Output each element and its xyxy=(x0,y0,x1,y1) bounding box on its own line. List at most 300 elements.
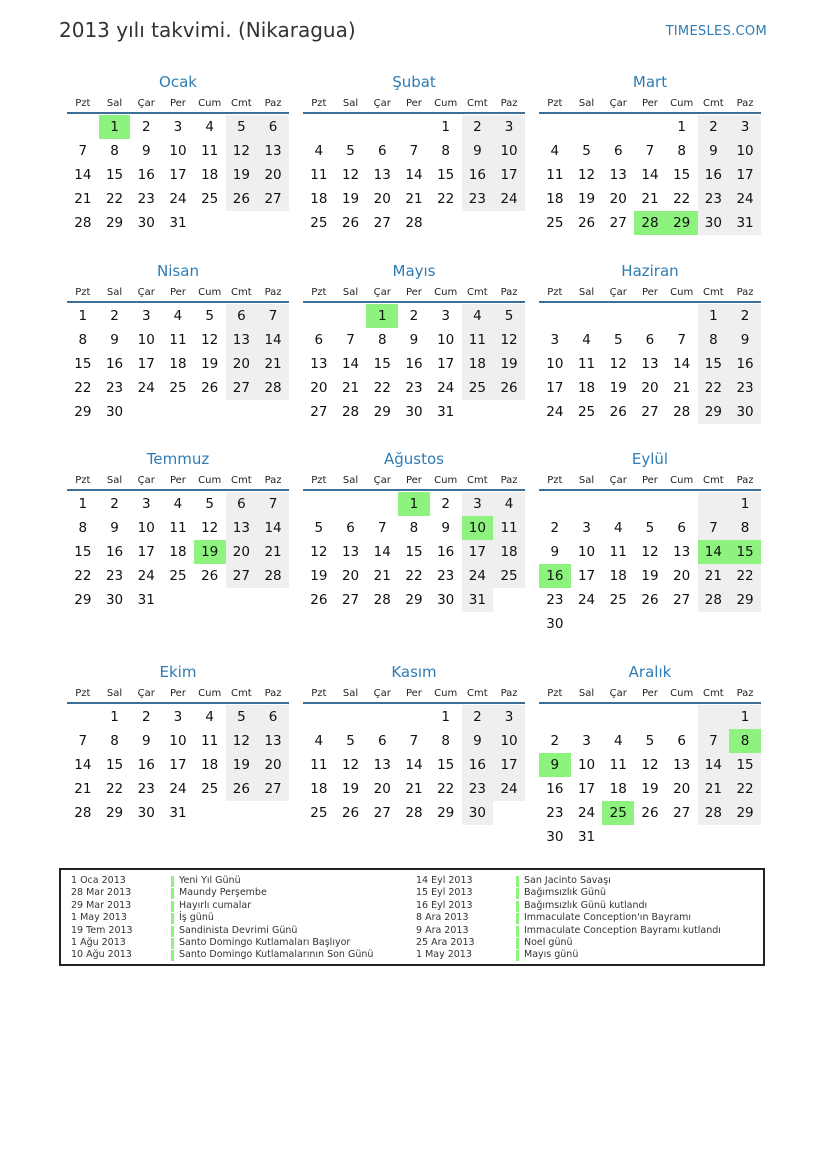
day-cell[interactable]: 10 xyxy=(729,139,761,163)
day-cell[interactable]: 10 xyxy=(169,733,187,749)
day-cell[interactable]: 5 xyxy=(613,332,623,348)
day-cell[interactable]: 15 xyxy=(698,352,730,376)
day-cell[interactable]: 21 xyxy=(698,777,730,801)
day-cell[interactable]: 13 xyxy=(673,544,691,560)
day-cell[interactable]: 11 xyxy=(577,356,596,372)
day-cell[interactable]: 15 xyxy=(437,757,455,773)
day-cell[interactable]: 13 xyxy=(257,729,289,753)
day-cell[interactable]: 9 xyxy=(729,328,761,352)
day-cell[interactable]: 9 xyxy=(462,729,494,753)
day-cell[interactable]: 23 xyxy=(462,187,494,211)
day-cell[interactable]: 7 xyxy=(257,304,289,328)
day-cell[interactable]: 6 xyxy=(257,705,289,729)
day-cell[interactable]: 8 xyxy=(441,143,450,159)
day-cell[interactable]: 16 xyxy=(698,163,730,187)
day-cell[interactable]: 12 xyxy=(226,139,258,163)
day-cell[interactable]: 3 xyxy=(582,733,591,749)
day-cell[interactable]: 10 xyxy=(169,143,187,159)
day-cell[interactable]: 18 xyxy=(310,191,328,207)
day-cell[interactable]: 22 xyxy=(74,380,92,396)
day-cell[interactable]: 27 xyxy=(641,404,659,420)
day-cell[interactable]: 9 xyxy=(110,520,119,536)
day-cell[interactable]: 23 xyxy=(437,568,455,584)
day-cell[interactable]: 13 xyxy=(310,356,328,372)
day-cell[interactable]: 25 xyxy=(609,592,627,608)
day-cell[interactable]: 17 xyxy=(577,568,596,584)
day-cell[interactable]: 4 xyxy=(314,143,324,159)
day-cell[interactable]: 21 xyxy=(405,781,423,797)
day-cell[interactable]: 6 xyxy=(613,143,623,159)
day-cell[interactable]: 22 xyxy=(698,376,730,400)
day-cell[interactable]: 13 xyxy=(257,139,289,163)
day-cell[interactable]: 23 xyxy=(729,376,761,400)
day-cell[interactable]: 24 xyxy=(493,187,525,211)
day-cell[interactable]: 30 xyxy=(437,592,455,608)
day-cell[interactable]: 3 xyxy=(550,332,560,348)
day-cell[interactable]: 20 xyxy=(673,781,691,797)
day-cell[interactable]: 7 xyxy=(409,733,419,749)
day-cell[interactable]: 18 xyxy=(201,167,219,183)
day-cell[interactable]: 8 xyxy=(78,520,88,536)
day-cell[interactable]: 2 xyxy=(141,119,151,135)
day-cell[interactable]: 6 xyxy=(257,115,289,139)
day-cell[interactable]: 7 xyxy=(698,516,730,540)
day-cell[interactable]: 25 xyxy=(310,805,328,821)
day-cell[interactable]: 28 xyxy=(74,805,92,821)
day-cell[interactable]: 17 xyxy=(169,167,187,183)
day-cell[interactable]: 24 xyxy=(137,568,155,584)
day-cell[interactable]: 25 xyxy=(169,380,187,396)
day-cell[interactable]: 11 xyxy=(201,143,219,159)
day-cell[interactable]: 19 xyxy=(577,191,596,207)
day-cell[interactable]: 28 xyxy=(405,215,423,231)
day-cell[interactable]: 30 xyxy=(137,805,155,821)
day-cell[interactable]: 5 xyxy=(582,143,591,159)
day-cell[interactable]: 15 xyxy=(437,167,455,183)
day-cell[interactable]: 30 xyxy=(546,829,564,845)
day-cell[interactable]: 13 xyxy=(609,167,627,183)
day-cell[interactable]: 29 xyxy=(373,404,391,420)
day-cell[interactable]: 15 xyxy=(74,356,92,372)
day-cell[interactable]: 3 xyxy=(493,115,525,139)
day-cell[interactable]: 27 xyxy=(226,376,258,400)
day-cell[interactable]: 4 xyxy=(173,496,183,512)
day-cell[interactable]: 28 xyxy=(341,404,360,420)
day-cell[interactable]: 10 xyxy=(577,757,596,773)
day-cell[interactable]: 1 xyxy=(729,705,761,729)
day-cell[interactable]: 25 xyxy=(577,404,596,420)
day-cell[interactable]: 23 xyxy=(405,380,423,396)
day-cell[interactable]: 22 xyxy=(729,564,761,588)
day-cell[interactable]: 5 xyxy=(205,308,214,324)
day-cell[interactable]: 14 xyxy=(673,356,691,372)
day-cell[interactable]: 12 xyxy=(201,520,219,536)
day-cell[interactable]: 23 xyxy=(698,187,730,211)
day-cell[interactable]: 11 xyxy=(546,167,564,183)
day-cell[interactable]: 20 xyxy=(373,191,391,207)
day-cell[interactable]: 31 xyxy=(729,211,761,235)
day-cell[interactable]: 20 xyxy=(257,753,289,777)
day-cell[interactable]: 4 xyxy=(173,308,183,324)
day-cell[interactable]: 12 xyxy=(641,757,659,773)
day-cell[interactable]: 22 xyxy=(437,781,455,797)
day-cell[interactable]: 9 xyxy=(462,139,494,163)
day-cell[interactable]: 10 xyxy=(577,544,596,560)
day-cell[interactable]: 17 xyxy=(437,356,455,372)
day-cell[interactable]: 28 xyxy=(257,376,289,400)
day-cell[interactable]: 16 xyxy=(462,753,494,777)
day-cell[interactable]: 10 xyxy=(493,139,525,163)
day-cell[interactable]: 29 xyxy=(405,592,423,608)
day-cell[interactable]: 16 xyxy=(546,781,564,797)
day-cell[interactable]: 25 xyxy=(602,801,634,825)
day-cell[interactable]: 26 xyxy=(226,187,258,211)
day-cell[interactable]: 4 xyxy=(205,709,214,725)
day-cell[interactable]: 3 xyxy=(729,115,761,139)
day-cell[interactable]: 13 xyxy=(373,757,391,773)
day-cell[interactable]: 17 xyxy=(546,380,564,396)
day-cell[interactable]: 4 xyxy=(462,304,494,328)
day-cell[interactable]: 10 xyxy=(437,332,455,348)
day-cell[interactable]: 8 xyxy=(110,733,119,749)
day-cell[interactable]: 20 xyxy=(341,568,360,584)
day-cell[interactable]: 6 xyxy=(677,520,686,536)
day-cell[interactable]: 10 xyxy=(493,729,525,753)
day-cell[interactable]: 11 xyxy=(310,757,328,773)
day-cell[interactable]: 24 xyxy=(577,592,596,608)
day-cell[interactable]: 24 xyxy=(169,191,187,207)
day-cell[interactable]: 9 xyxy=(409,332,419,348)
day-cell[interactable]: 5 xyxy=(314,520,324,536)
day-cell[interactable]: 16 xyxy=(405,356,423,372)
day-cell[interactable]: 5 xyxy=(205,496,214,512)
day-cell[interactable]: 14 xyxy=(341,356,360,372)
day-cell[interactable]: 28 xyxy=(405,805,423,821)
day-cell[interactable]: 3 xyxy=(141,496,151,512)
day-cell[interactable]: 2 xyxy=(409,308,419,324)
day-cell[interactable]: 11 xyxy=(493,516,525,540)
day-cell[interactable]: 9 xyxy=(141,143,151,159)
day-cell[interactable]: 1 xyxy=(441,709,450,725)
day-cell[interactable]: 29 xyxy=(729,801,761,825)
day-cell[interactable]: 5 xyxy=(346,143,355,159)
day-cell[interactable]: 14 xyxy=(257,516,289,540)
day-cell[interactable]: 24 xyxy=(546,404,564,420)
day-cell[interactable]: 17 xyxy=(577,781,596,797)
day-cell[interactable]: 31 xyxy=(577,829,596,845)
day-cell[interactable]: 15 xyxy=(373,356,391,372)
day-cell[interactable]: 28 xyxy=(698,588,730,612)
day-cell[interactable]: 5 xyxy=(226,115,258,139)
day-cell[interactable]: 2 xyxy=(550,733,560,749)
day-cell[interactable]: 3 xyxy=(173,709,183,725)
day-cell[interactable]: 8 xyxy=(677,143,686,159)
day-cell[interactable]: 5 xyxy=(645,733,655,749)
day-cell[interactable]: 5 xyxy=(346,733,355,749)
day-cell[interactable]: 3 xyxy=(582,520,591,536)
day-cell[interactable]: 12 xyxy=(341,757,360,773)
day-cell[interactable]: 2 xyxy=(441,496,450,512)
day-cell[interactable]: 20 xyxy=(609,191,627,207)
day-cell[interactable]: 24 xyxy=(462,564,494,588)
day-cell[interactable]: 18 xyxy=(169,356,187,372)
day-cell[interactable]: 7 xyxy=(78,143,88,159)
day-cell[interactable]: 15 xyxy=(729,753,761,777)
day-cell[interactable]: 24 xyxy=(437,380,455,396)
day-cell[interactable]: 23 xyxy=(137,191,155,207)
day-cell[interactable]: 15 xyxy=(105,167,124,183)
day-cell[interactable]: 19 xyxy=(493,352,525,376)
day-cell[interactable]: 21 xyxy=(405,191,423,207)
day-cell[interactable]: 26 xyxy=(201,380,219,396)
day-cell[interactable]: 9 xyxy=(141,733,151,749)
day-cell[interactable]: 27 xyxy=(226,564,258,588)
day-cell[interactable]: 29 xyxy=(105,215,124,231)
day-cell[interactable]: 16 xyxy=(137,757,155,773)
day-cell[interactable]: 24 xyxy=(729,187,761,211)
day-cell[interactable]: 30 xyxy=(698,211,730,235)
day-cell[interactable]: 17 xyxy=(493,753,525,777)
day-cell[interactable]: 29 xyxy=(666,211,698,235)
day-cell[interactable]: 7 xyxy=(645,143,655,159)
day-cell[interactable]: 11 xyxy=(201,733,219,749)
day-cell[interactable]: 7 xyxy=(257,492,289,516)
day-cell[interactable]: 17 xyxy=(137,356,155,372)
day-cell[interactable]: 14 xyxy=(641,167,659,183)
day-cell[interactable]: 30 xyxy=(105,404,124,420)
day-cell[interactable]: 11 xyxy=(609,757,627,773)
day-cell[interactable]: 31 xyxy=(169,215,187,231)
day-cell[interactable]: 26 xyxy=(641,805,659,821)
day-cell[interactable]: 19 xyxy=(194,540,226,564)
day-cell[interactable]: 6 xyxy=(677,733,686,749)
day-cell[interactable]: 2 xyxy=(141,709,151,725)
day-cell[interactable]: 1 xyxy=(677,119,686,135)
day-cell[interactable]: 3 xyxy=(141,308,151,324)
day-cell[interactable]: 14 xyxy=(257,328,289,352)
day-cell[interactable]: 31 xyxy=(137,592,155,608)
day-cell[interactable]: 8 xyxy=(409,520,419,536)
day-cell[interactable]: 8 xyxy=(78,332,88,348)
day-cell[interactable]: 13 xyxy=(226,516,258,540)
day-cell[interactable]: 26 xyxy=(493,376,525,400)
day-cell[interactable]: 11 xyxy=(169,520,187,536)
day-cell[interactable]: 16 xyxy=(105,544,124,560)
day-cell[interactable]: 14 xyxy=(698,540,730,564)
day-cell[interactable]: 26 xyxy=(201,568,219,584)
day-cell[interactable]: 22 xyxy=(673,191,691,207)
day-cell[interactable]: 26 xyxy=(641,592,659,608)
day-cell[interactable]: 2 xyxy=(729,304,761,328)
day-cell[interactable]: 7 xyxy=(409,143,419,159)
day-cell[interactable]: 25 xyxy=(169,568,187,584)
day-cell[interactable]: 10 xyxy=(462,516,494,540)
day-cell[interactable]: 1 xyxy=(698,304,730,328)
day-cell[interactable]: 6 xyxy=(645,332,655,348)
day-cell[interactable]: 27 xyxy=(341,592,360,608)
day-cell[interactable]: 3 xyxy=(173,119,183,135)
day-cell[interactable]: 1 xyxy=(110,709,119,725)
day-cell[interactable]: 27 xyxy=(673,805,691,821)
day-cell[interactable]: 14 xyxy=(405,757,423,773)
day-cell[interactable]: 20 xyxy=(310,380,328,396)
day-cell[interactable]: 29 xyxy=(105,805,124,821)
day-cell[interactable]: 28 xyxy=(698,801,730,825)
day-cell[interactable]: 9 xyxy=(539,753,571,777)
day-cell[interactable]: 8 xyxy=(729,729,761,753)
day-cell[interactable]: 13 xyxy=(373,167,391,183)
day-cell[interactable]: 6 xyxy=(377,143,387,159)
day-cell[interactable]: 25 xyxy=(201,781,219,797)
day-cell[interactable]: 25 xyxy=(546,215,564,231)
day-cell[interactable]: 24 xyxy=(577,805,596,821)
day-cell[interactable]: 20 xyxy=(257,163,289,187)
day-cell[interactable]: 4 xyxy=(582,332,591,348)
day-cell[interactable]: 18 xyxy=(609,781,627,797)
day-cell[interactable]: 11 xyxy=(310,167,328,183)
day-cell[interactable]: 20 xyxy=(226,352,258,376)
day-cell[interactable]: 16 xyxy=(729,352,761,376)
day-cell[interactable]: 2 xyxy=(550,520,560,536)
day-cell[interactable]: 18 xyxy=(310,781,328,797)
day-cell[interactable]: 16 xyxy=(462,163,494,187)
day-cell[interactable]: 22 xyxy=(437,191,455,207)
day-cell[interactable]: 27 xyxy=(609,215,627,231)
day-cell[interactable]: 22 xyxy=(105,781,124,797)
day-cell[interactable]: 4 xyxy=(613,733,623,749)
day-cell[interactable]: 9 xyxy=(441,520,450,536)
day-cell[interactable]: 8 xyxy=(729,516,761,540)
day-cell[interactable]: 20 xyxy=(373,781,391,797)
day-cell[interactable]: 22 xyxy=(105,191,124,207)
day-cell[interactable]: 5 xyxy=(645,520,655,536)
day-cell[interactable]: 25 xyxy=(201,191,219,207)
day-cell[interactable]: 18 xyxy=(577,380,596,396)
day-cell[interactable]: 11 xyxy=(609,544,627,560)
day-cell[interactable]: 19 xyxy=(226,753,258,777)
day-cell[interactable]: 9 xyxy=(110,332,119,348)
day-cell[interactable]: 6 xyxy=(377,733,387,749)
day-cell[interactable]: 27 xyxy=(373,215,391,231)
day-cell[interactable]: 12 xyxy=(609,356,627,372)
day-cell[interactable]: 2 xyxy=(462,705,494,729)
day-cell[interactable]: 12 xyxy=(310,544,328,560)
day-cell[interactable]: 10 xyxy=(137,332,155,348)
day-cell[interactable]: 24 xyxy=(137,380,155,396)
day-cell[interactable]: 28 xyxy=(257,564,289,588)
day-cell[interactable]: 23 xyxy=(546,592,564,608)
day-cell[interactable]: 9 xyxy=(550,544,560,560)
day-cell[interactable]: 12 xyxy=(493,328,525,352)
day-cell[interactable]: 12 xyxy=(201,332,219,348)
day-cell[interactable]: 18 xyxy=(462,352,494,376)
day-cell[interactable]: 21 xyxy=(341,380,360,396)
day-cell[interactable]: 2 xyxy=(110,496,119,512)
day-cell[interactable]: 26 xyxy=(609,404,627,420)
day-cell[interactable]: 4 xyxy=(205,119,214,135)
day-cell[interactable]: 25 xyxy=(462,376,494,400)
day-cell[interactable]: 26 xyxy=(341,215,360,231)
day-cell[interactable]: 4 xyxy=(314,733,324,749)
day-cell[interactable]: 9 xyxy=(698,139,730,163)
day-cell[interactable]: 17 xyxy=(137,544,155,560)
day-cell[interactable]: 12 xyxy=(341,167,360,183)
day-cell[interactable]: 22 xyxy=(373,380,391,396)
day-cell[interactable]: 10 xyxy=(546,356,564,372)
day-cell[interactable]: 7 xyxy=(698,729,730,753)
day-cell[interactable]: 19 xyxy=(201,356,219,372)
day-cell[interactable]: 29 xyxy=(698,400,730,424)
day-cell[interactable]: 29 xyxy=(729,588,761,612)
day-cell[interactable]: 23 xyxy=(462,777,494,801)
day-cell[interactable]: 1 xyxy=(78,308,88,324)
day-cell[interactable]: 28 xyxy=(673,404,691,420)
day-cell[interactable]: 5 xyxy=(493,304,525,328)
day-cell[interactable]: 15 xyxy=(729,540,761,564)
day-cell[interactable]: 23 xyxy=(546,805,564,821)
day-cell[interactable]: 17 xyxy=(462,540,494,564)
day-cell[interactable]: 5 xyxy=(226,705,258,729)
day-cell[interactable]: 31 xyxy=(437,404,455,420)
day-cell[interactable]: 29 xyxy=(74,592,92,608)
day-cell[interactable]: 17 xyxy=(169,757,187,773)
day-cell[interactable]: 2 xyxy=(110,308,119,324)
day-cell[interactable]: 15 xyxy=(405,544,423,560)
brand-link[interactable]: TIMESLES.COM xyxy=(665,24,767,39)
day-cell[interactable]: 30 xyxy=(405,404,423,420)
day-cell[interactable]: 19 xyxy=(341,191,360,207)
day-cell[interactable]: 15 xyxy=(105,757,124,773)
day-cell[interactable]: 27 xyxy=(310,404,328,420)
day-cell[interactable]: 1 xyxy=(729,492,761,516)
day-cell[interactable]: 23 xyxy=(137,781,155,797)
day-cell[interactable]: 13 xyxy=(641,356,659,372)
day-cell[interactable]: 27 xyxy=(673,592,691,608)
day-cell[interactable]: 30 xyxy=(462,801,494,825)
day-cell[interactable]: 11 xyxy=(462,328,494,352)
day-cell[interactable]: 1 xyxy=(366,304,398,328)
day-cell[interactable]: 26 xyxy=(577,215,596,231)
day-cell[interactable]: 27 xyxy=(373,805,391,821)
day-cell[interactable]: 27 xyxy=(257,777,289,801)
day-cell[interactable]: 19 xyxy=(341,781,360,797)
day-cell[interactable]: 30 xyxy=(546,616,564,632)
day-cell[interactable]: 21 xyxy=(373,568,391,584)
day-cell[interactable]: 14 xyxy=(698,753,730,777)
day-cell[interactable]: 1 xyxy=(78,496,88,512)
day-cell[interactable]: 22 xyxy=(74,568,92,584)
day-cell[interactable]: 3 xyxy=(441,308,450,324)
day-cell[interactable]: 28 xyxy=(634,211,666,235)
day-cell[interactable]: 13 xyxy=(226,328,258,352)
day-cell[interactable]: 17 xyxy=(729,163,761,187)
day-cell[interactable]: 3 xyxy=(462,492,494,516)
day-cell[interactable]: 19 xyxy=(310,568,328,584)
day-cell[interactable]: 20 xyxy=(673,568,691,584)
day-cell[interactable]: 21 xyxy=(257,352,289,376)
day-cell[interactable]: 7 xyxy=(677,332,686,348)
day-cell[interactable]: 6 xyxy=(346,520,355,536)
day-cell[interactable]: 18 xyxy=(201,757,219,773)
day-cell[interactable]: 29 xyxy=(437,805,455,821)
day-cell[interactable]: 15 xyxy=(673,167,691,183)
day-cell[interactable]: 18 xyxy=(546,191,564,207)
day-cell[interactable]: 24 xyxy=(169,781,187,797)
day-cell[interactable]: 21 xyxy=(74,191,92,207)
day-cell[interactable]: 21 xyxy=(74,781,92,797)
day-cell[interactable]: 14 xyxy=(373,544,391,560)
day-cell[interactable]: 16 xyxy=(539,564,571,588)
